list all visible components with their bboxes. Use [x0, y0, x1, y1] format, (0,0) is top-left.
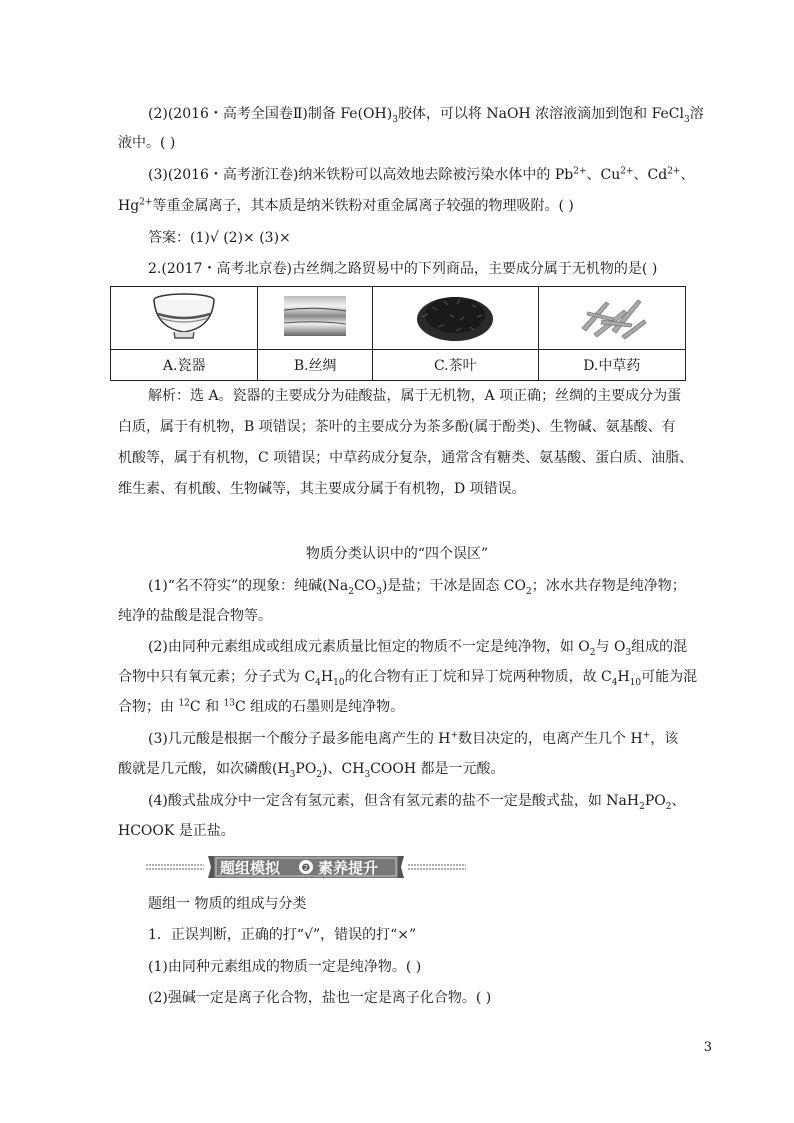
page-number: 3 [703, 1040, 712, 1055]
judgment-item-1: (1)由同种元素组成的物质一定是纯净物。( ) [148, 959, 422, 975]
misconception-2-line3: 合物；由 $^{12}$C 和 $^{13}$C 组成的石墨则是纯净物。 [118, 698, 405, 715]
product-cell-b [258, 287, 373, 350]
product-label-c: C.茶叶 [373, 350, 539, 381]
misconception-2-line1: (2)由同种元素组成或组成元素质量比恒定的物质不一定是纯净物，如 $O_2$与 $O_3$组成的混 [148, 639, 688, 658]
judgment-item-2: (2)强碱一定是离子化合物，盐也一定是离子化合物。( ) [148, 990, 492, 1006]
question-2017: 2.(2017・高考北京卷)古丝绸之路贸易中的下列商品，主要成分属于无机物的是( ) [148, 261, 658, 277]
product-cell-a [111, 287, 258, 350]
explanation-line1: 解析：选 A。瓷器的主要成分为硅酸盐，属于无机物，A 项正确；丝绸的主要成分为蛋 [148, 388, 682, 404]
misconception-4-line2: HCOOK 是正盐。 [118, 823, 235, 839]
herbal-medicine-icon [572, 290, 652, 342]
judgment-instruction: 1．正误判断，正确的打“√”，错误的打“×” [148, 927, 417, 943]
misconception-3-line1: (3)几元酸是根据一个酸分子最多能电离产生的 H+数目决定的，电离产生几个 H+，该 [148, 730, 679, 747]
banner-number-two-icon: ❷ [301, 863, 311, 874]
question-3-line1: (3)(2016・高考浙江卷)纳米铁粉可以高效地去除被污染水体中的 $Pb^{2+}$、$Cu^{2+}$、$Cd^{2+}$、 [148, 166, 695, 183]
question-2-line1: (2)(2016・高考全国卷Ⅱ)制备 $Fe(OH)_3$胶体，可以将 NaOH 浓溶液滴加到饱和 FeCl$_3$溶 [148, 106, 704, 125]
misconception-3-line2: 酸就是几元酸，如次磷酸$(H_3PO_2)$、$CH_3COOH$ 都是一元酸。 [118, 761, 505, 780]
product-label-b: B.丝绸 [258, 350, 373, 381]
misconception-1-line2: 纯净的盐酸是混合物等。 [118, 608, 272, 624]
product-label-a: A.瓷器 [111, 350, 258, 381]
product-cell-d [538, 287, 685, 350]
section-title: 物质分类认识中的“四个误区” [305, 546, 489, 562]
silk-icon [284, 296, 346, 336]
misconception-1-line1: (1)“名不符实”的现象：纯碱$(Na_2CO_3)$是盐；干冰是固态 $CO_2$；冰水共存物是纯净物； [148, 578, 686, 597]
misconception-4-line1: (4)酸式盐成分中一定含有氢元素，但含有氢元素的盐不一定是酸式盐，如 $NaH_2PO_2$、 [148, 793, 686, 812]
group-heading: 题组一 物质的组成与分类 [148, 896, 307, 912]
product-cell-c [373, 287, 539, 350]
section-banner [146, 852, 466, 882]
banner-left-text: 题组模拟 [220, 859, 281, 877]
product-label-d: D.中草药 [538, 350, 685, 381]
question-3-line2: $Hg^{2+}$等重金属离子，其本质是纳米铁粉对重金属离子较强的物理吸附。( ) [118, 197, 574, 214]
question-2-line2: 液中。( ) [118, 135, 176, 151]
explanation-line2: 白质，属于有机物，B 项错误；茶叶的主要成分为茶多酚(属于酚类)、生物碱、氨基酸、有 [118, 419, 676, 435]
explanation-line4: 维生素、有机酸、生物碱等，其主要成分属于有机物，D 项错误。 [118, 481, 526, 497]
explanation-line3: 机酸等，属于有机物，C 项错误；中草药成分复杂，通常含有糖类、氨基酸、蛋白质、油脂、 [118, 450, 694, 466]
answer-line: 答案：(1)√ (2)× (3)× [148, 230, 291, 246]
porcelain-bowl-icon [144, 288, 224, 344]
products-table [110, 286, 686, 381]
tea-leaves-icon [410, 287, 500, 345]
misconception-2-line2: 合物中只有氧元素；分子式为 $C_4H_{10}$的化合物有正丁烷和异丁烷两种物质，故 $C_4H_{10}$可能为混 [118, 669, 698, 688]
banner-right-text: 素养提升 [318, 859, 379, 877]
